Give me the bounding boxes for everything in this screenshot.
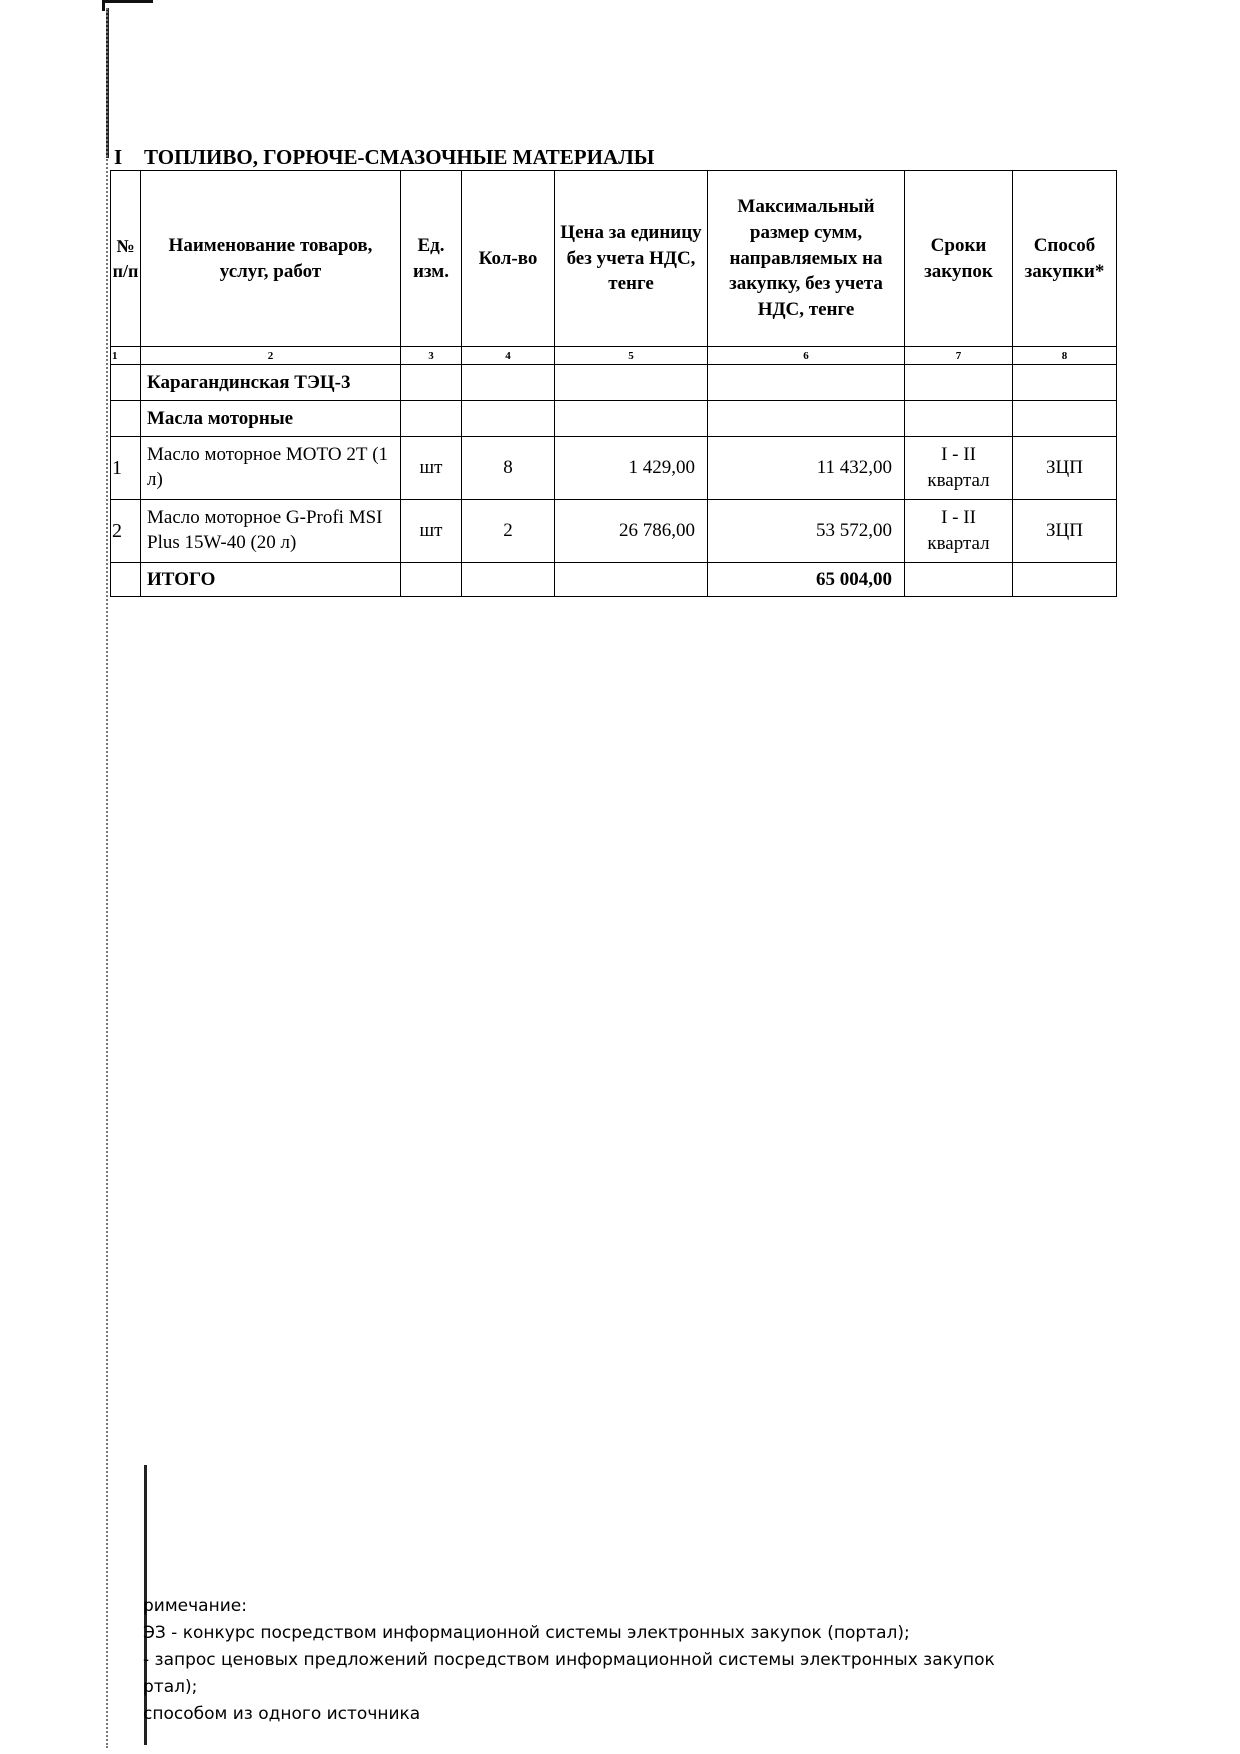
row-name: Масло моторное МОТО 2Т (1 л) — [141, 437, 401, 500]
header-method: Способ закупки* — [1013, 171, 1117, 347]
row-unit: шт — [401, 500, 462, 563]
row-method: ЗЦП — [1013, 500, 1117, 563]
row-name: Масло моторное G-Profi MSI Plus 15W-40 (20 л) — [141, 500, 401, 563]
column-number: 5 — [555, 347, 708, 365]
total-row — [111, 563, 1117, 597]
column-number: 1 — [111, 347, 141, 365]
column-number-row — [111, 347, 1117, 365]
footnote-line: - запрос ценовых предложений посредством информационной системы электронных закупок — [143, 1650, 995, 1670]
header-amount: Максимальный размер сумм, направляемых на закупку, без учета НДС, тенге — [708, 171, 905, 347]
column-number: 2 — [141, 347, 401, 365]
footnote-line: способом из одного источника — [143, 1704, 421, 1724]
footnote-line: ртал); — [143, 1677, 198, 1697]
row-qty: 2 — [462, 500, 555, 563]
header-period: Сроки закупок — [905, 171, 1013, 347]
row-period: I - II квартал — [905, 500, 1013, 563]
header-qty: Кол-во — [462, 171, 555, 347]
scan-edge-dotted — [106, 8, 108, 1748]
footnote-line: ЭЗ - конкурс посредством информационной системы электронных закупок (портал); — [143, 1623, 910, 1643]
row-period: I - II квартал — [905, 437, 1013, 500]
footnote — [143, 1593, 995, 1728]
row-amount: 53 572,00 — [708, 500, 905, 563]
column-number: 8 — [1013, 347, 1117, 365]
footnote-line: римечание: — [143, 1596, 247, 1616]
procurement-table — [110, 170, 1117, 597]
group-row — [111, 365, 1117, 401]
row-amount: 11 432,00 — [708, 437, 905, 500]
column-number: 4 — [462, 347, 555, 365]
total-amount: 65 004,00 — [708, 563, 905, 597]
row-price: 26 786,00 — [555, 500, 708, 563]
section-number: I — [114, 145, 123, 169]
column-number: 3 — [401, 347, 462, 365]
row-price: 1 429,00 — [555, 437, 708, 500]
row-qty: 8 — [462, 437, 555, 500]
table-header-row — [111, 171, 1117, 347]
scan-corner-mark — [102, 0, 153, 11]
table-row — [111, 500, 1117, 563]
header-name: Наименование товаров, услуг, работ — [141, 171, 401, 347]
row-index: 1 — [111, 437, 141, 500]
header-price: Цена за единицу без учета НДС, тенге — [555, 171, 708, 347]
section-title: ТОПЛИВО, ГОРЮЧЕ-СМАЗОЧНЫЕ МАТЕРИАЛЫ — [144, 145, 655, 169]
row-method: ЗЦП — [1013, 437, 1117, 500]
table-row — [111, 437, 1117, 500]
group-label-plant: Карагандинская ТЭЦ-3 — [141, 365, 401, 401]
column-number: 6 — [708, 347, 905, 365]
header-unit: Ед. изм. — [401, 171, 462, 347]
column-number: 7 — [905, 347, 1013, 365]
section-heading — [114, 145, 654, 170]
header-number: № п/п — [111, 171, 141, 347]
row-unit: шт — [401, 437, 462, 500]
group-row — [111, 401, 1117, 437]
group-label-category: Масла моторные — [141, 401, 401, 437]
total-label: ИТОГО — [141, 563, 401, 597]
row-index: 2 — [111, 500, 141, 563]
